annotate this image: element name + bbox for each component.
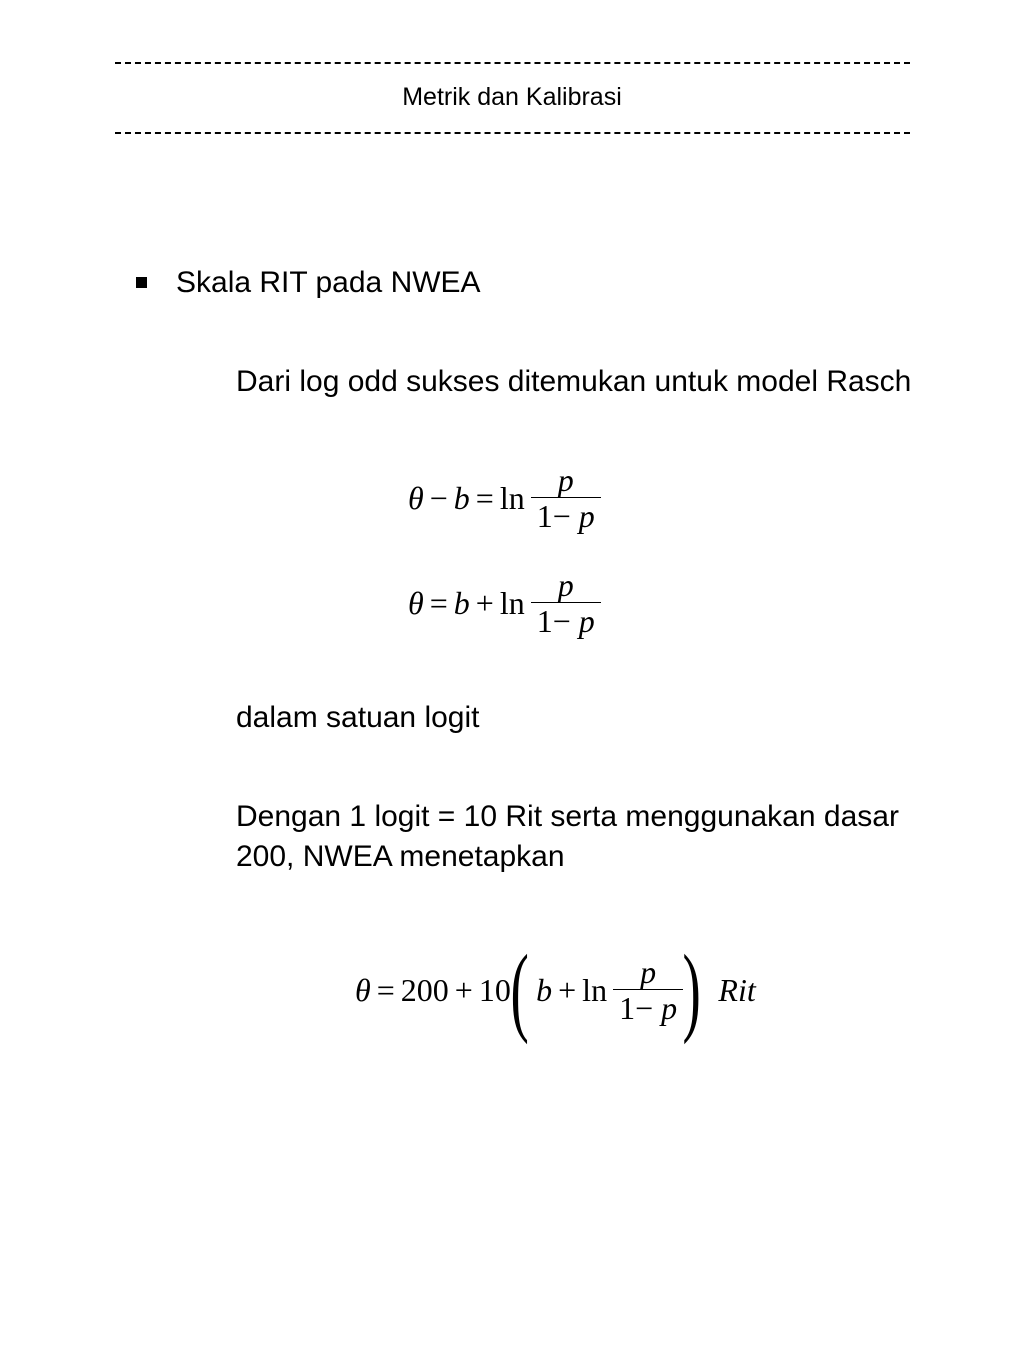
eq3-unit: Rit [718,971,756,1008]
eq2-numerator: p [557,567,574,603]
eq2-denominator [531,602,601,639]
equation-rit-scale [355,934,756,1045]
header-title: Metrik dan Kalibrasi [402,83,622,111]
equation-theta-equals-b-plus-ln [408,568,601,639]
eq3-ln: ln [582,971,608,1008]
eq2-ln: ln [499,585,525,621]
bullet-heading: Skala RIT pada NWEA [176,266,481,299]
eq1-minus: − [429,480,448,516]
eq3-denominator [613,989,683,1026]
header-bottom-dashed-rule [115,132,910,134]
eq3-den-p: p [661,989,678,1026]
eq3-numerator: p [640,953,657,990]
eq1-b: b [453,480,470,516]
eq2-fraction [531,568,601,639]
eq1-fraction [531,463,601,534]
eq2-den-p: p [578,603,595,639]
equation-theta-minus-b [408,463,601,534]
eq3-fraction [613,955,683,1026]
eq3-b: b [536,971,553,1008]
eq3-theta: θ [355,971,371,1008]
eq3-factor: 10 [478,971,511,1008]
eq1-equals: = [475,480,494,516]
square-bullet-icon [136,277,147,288]
eq2-den-one: 1− [536,603,571,639]
eq3-left-paren: ( [510,934,529,1045]
eq2-equals: = [429,585,448,621]
eq3-plus-inner: + [558,971,577,1008]
eq2-b: b [453,585,470,621]
paragraph-logit-units: dalam satuan logit [236,701,480,734]
header-top-dashed-rule [115,62,910,64]
eq1-denominator [531,497,601,534]
eq3-right-paren: ) [682,934,701,1045]
eq1-theta: θ [408,480,424,516]
eq1-numerator: p [557,462,574,498]
eq1-ln: ln [499,480,525,516]
eq3-plus: + [454,971,473,1008]
eq2-theta: θ [408,585,424,621]
eq1-den-p: p [578,498,595,534]
paragraph-nwea-definition: Dengan 1 logit = 10 Rit serta menggunakan dasar 200, NWEA menetapkan [236,800,899,873]
paragraph-rasch-intro: Dari log odd sukses ditemukan untuk model Rasch [236,365,912,398]
eq2-plus: + [475,585,494,621]
eq1-den-one: 1− [536,498,571,534]
eq3-equals: = [376,971,395,1008]
eq3-base: 200 [400,971,449,1008]
eq3-den-one: 1− [619,989,654,1026]
